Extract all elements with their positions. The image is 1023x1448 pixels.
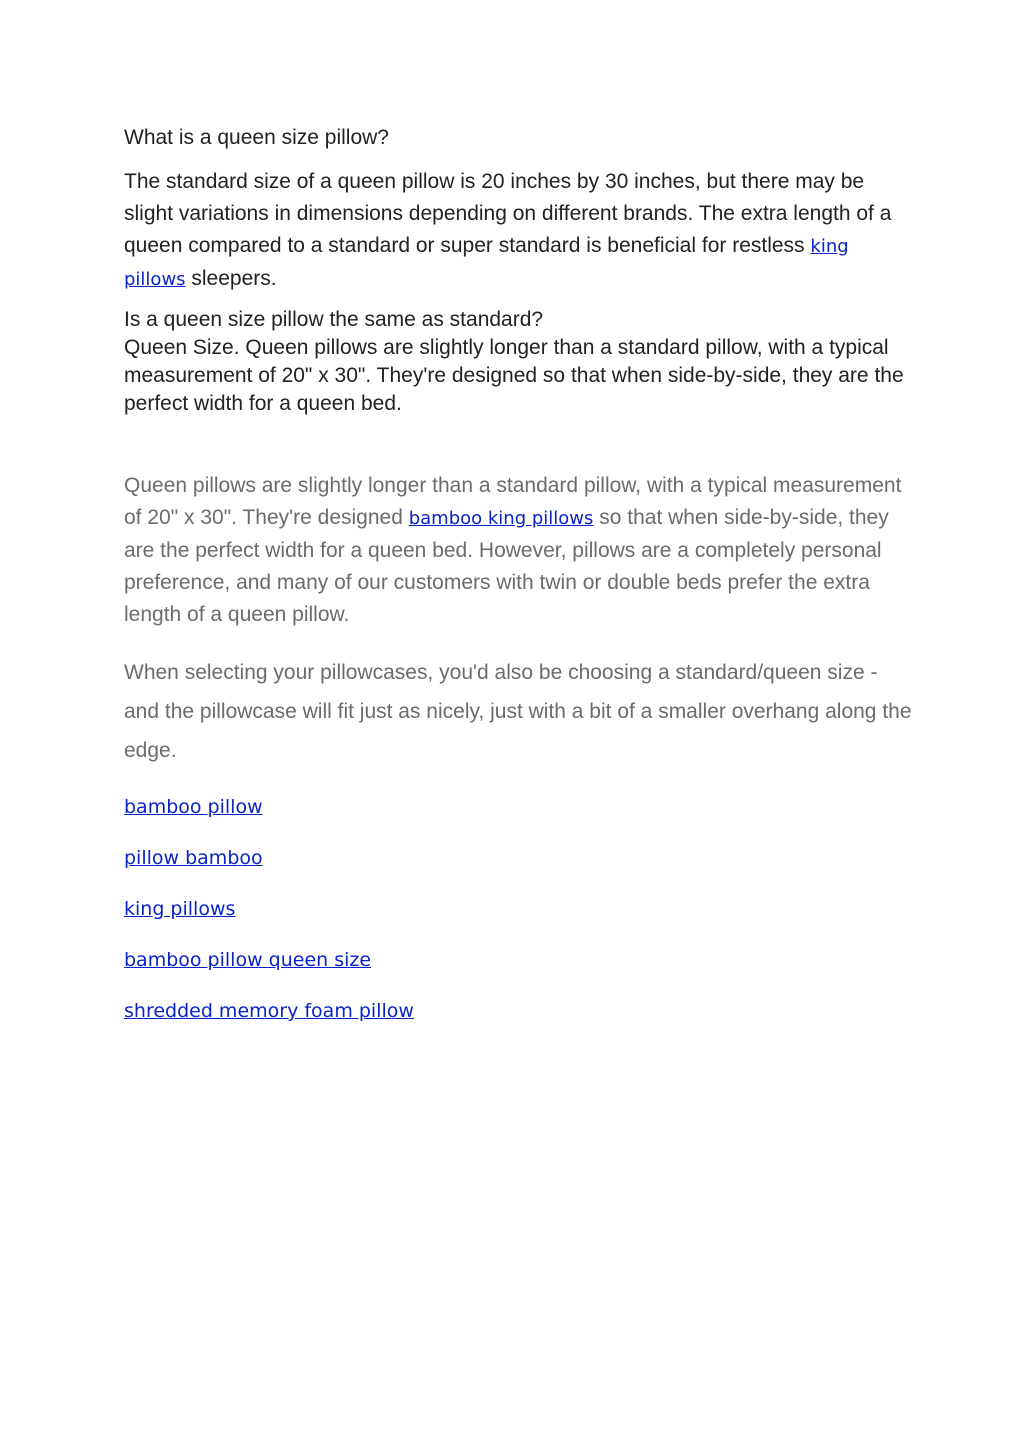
document-page	[124, 122, 914, 1047]
answer-queen-size: Queen Size. Queen pillows are slightly longer than a standard pillow, with a typical measurement of 20" x 30". They're designed so that when side-by-side, they are the perfect width for a queen bed.	[124, 336, 904, 415]
paragraph-text: The standard size of a queen pillow is 20 inches by 30 inches, but there may be slight variations in dimensions depending on different brands. The extra length of a queen compared to a standard or super standard is beneficial for restless	[124, 170, 892, 257]
link-list	[124, 792, 914, 1027]
paragraph-text: Queen pillows are slightly longer than a standard pillow, with a typical measurement of 20" x 30". They're designed	[124, 474, 902, 529]
paragraph-text: sleepers.	[185, 267, 277, 290]
shredded-memory-foam-pillow-link[interactable]: shredded memory foam pillow	[124, 1000, 414, 1022]
question-queen-size: What is a queen size pillow?	[124, 126, 389, 149]
king-pillows-list-link[interactable]: king pillows	[124, 898, 236, 920]
paragraph-pillowcases: When selecting your pillowcases, you'd also be choosing a standard/queen size - and the pillowcase will fit just as nicely, just with a bit of a smaller overhang along the edge.	[124, 661, 912, 762]
list-item	[124, 843, 914, 874]
bamboo-king-pillows-link[interactable]: bamboo king pillows	[408, 508, 594, 529]
list-item	[124, 894, 914, 925]
paragraph-text: so that when side-by-side, they are the perfect width for a queen bed. However, pillows are a completely personal preference, and many of our customers with twin or double beds prefer the extra length of a queen pillow.	[124, 506, 889, 626]
list-item	[124, 792, 914, 823]
list-item	[124, 945, 914, 976]
bamboo-pillow-queen-size-link[interactable]: bamboo pillow queen size	[124, 949, 372, 971]
king-pillows-link[interactable]: king pillows	[124, 236, 849, 290]
paragraph-standard-size	[124, 166, 914, 296]
pillow-bamboo-link[interactable]: pillow bamboo	[124, 847, 263, 869]
question-same-as-standard: Is a queen size pillow the same as standard?	[124, 308, 544, 331]
list-item	[124, 996, 914, 1027]
bamboo-pillow-link[interactable]: bamboo pillow	[124, 796, 263, 818]
paragraph-queen-pillows	[124, 470, 914, 631]
